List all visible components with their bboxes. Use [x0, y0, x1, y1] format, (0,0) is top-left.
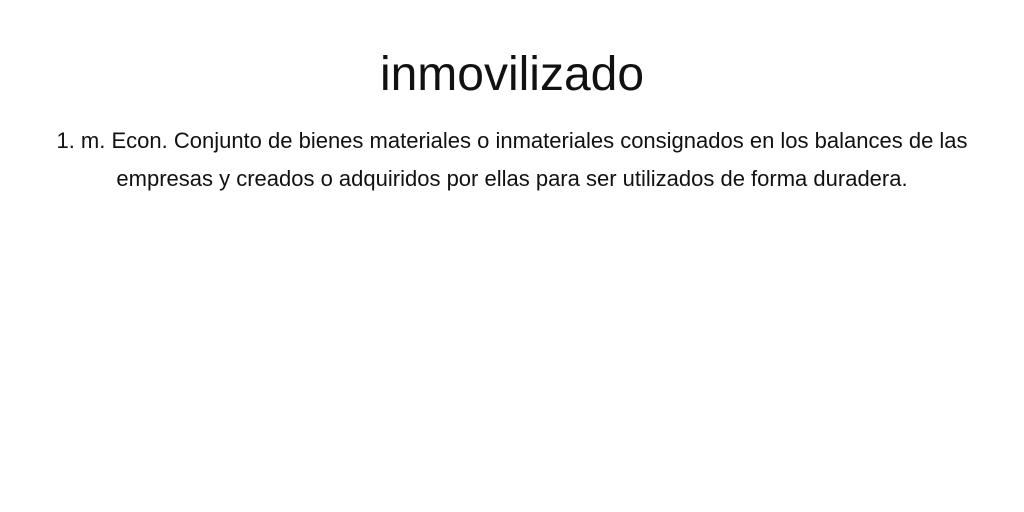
entry-term: inmovilizado — [379, 48, 645, 101]
entry-definition: 1. m. Econ. Conjunto de bienes materiales o inmateriales consignados en los balances de las empresas y creados o adquiridos por ellas para ser utilizados de forma duradera. — [56, 128, 968, 191]
